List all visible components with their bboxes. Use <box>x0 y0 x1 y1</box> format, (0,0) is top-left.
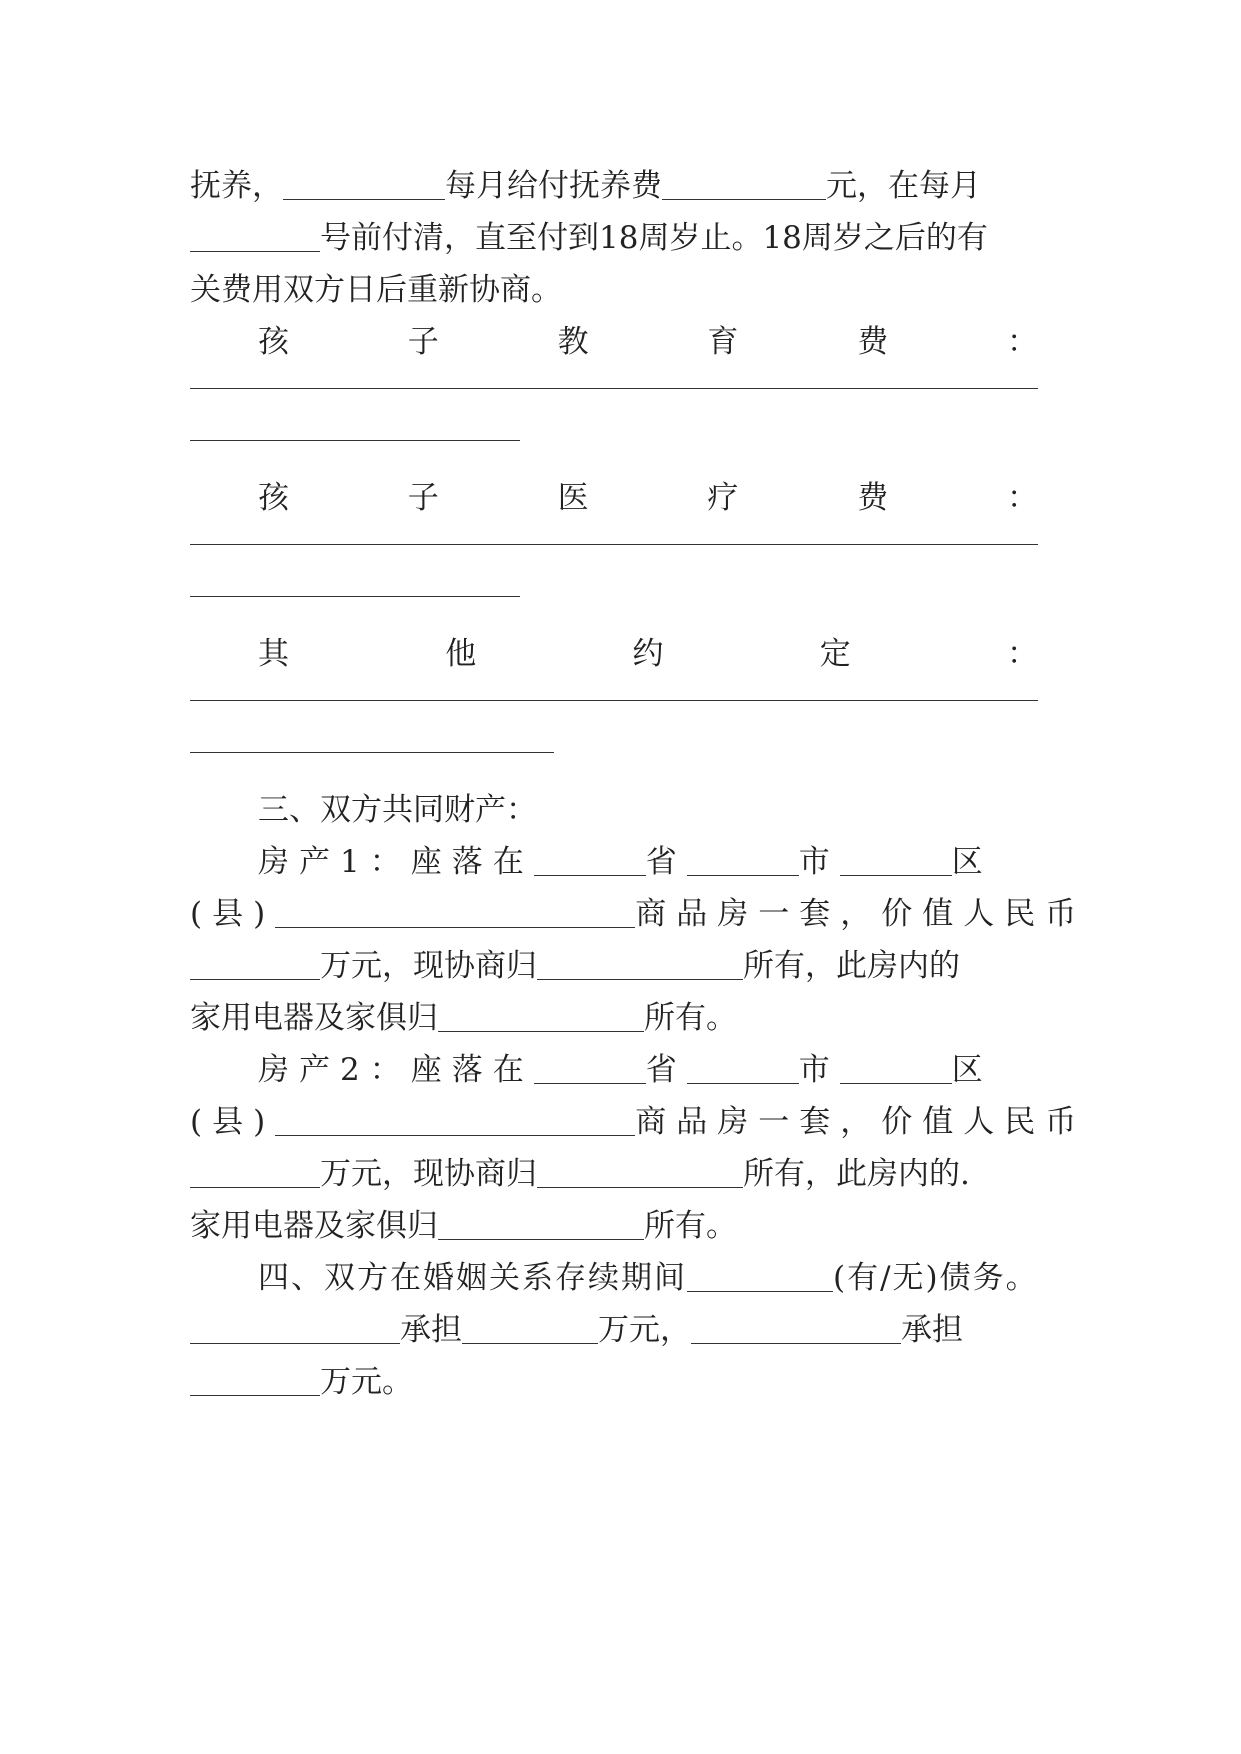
text: 家用电器及家俱归 <box>190 1000 438 1036</box>
char: 孩 <box>258 480 289 516</box>
debt-a-amount-blank[interactable] <box>462 1313 598 1344</box>
char: 费 <box>857 324 889 360</box>
owner-blank[interactable] <box>537 949 743 980</box>
owner-blank[interactable] <box>537 1157 743 1188</box>
amount-blank[interactable] <box>662 169 826 200</box>
value-blank[interactable] <box>190 1157 320 1188</box>
text: 抚养， <box>190 168 283 204</box>
house-1-line-1 <box>258 842 1124 882</box>
medical-fee-label <box>258 478 1038 518</box>
section-4-line-2 <box>190 1310 1056 1350</box>
appliance-owner-blank[interactable] <box>438 1001 644 1032</box>
text: (县) <box>190 896 276 932</box>
text: 所有。 <box>644 1000 737 1036</box>
text: 区 <box>951 1052 993 1088</box>
province-blank[interactable] <box>534 845 646 876</box>
house-2-line-4 <box>190 1206 1056 1246</box>
debtor-b-blank[interactable] <box>691 1313 901 1344</box>
text: 承担 <box>400 1312 462 1348</box>
county-address-blank[interactable] <box>275 897 635 928</box>
debt-yes-no-blank[interactable] <box>687 1261 833 1292</box>
medical-fee-blank-2[interactable] <box>190 596 520 597</box>
char: ： <box>1006 324 1038 360</box>
text: 房产2：座落在 <box>258 1052 534 1088</box>
appliance-owner-blank[interactable] <box>438 1209 644 1240</box>
text: 家用电器及家俱归 <box>190 1208 438 1244</box>
text: 三、双方共同财产： <box>258 792 537 828</box>
text: 商品房一套，价值人民币 <box>635 1104 1087 1140</box>
house-2-line-1 <box>258 1050 1124 1090</box>
child-support-line-3 <box>190 270 1056 310</box>
section-4-line-1 <box>258 1258 1124 1298</box>
payer-blank[interactable] <box>283 169 445 200</box>
text: 区 <box>951 844 993 880</box>
char: 育 <box>707 324 739 360</box>
value-blank[interactable] <box>190 949 320 980</box>
text: 元，在每月 <box>826 168 981 204</box>
text: 万元， <box>598 1312 691 1348</box>
char: 他 <box>445 636 477 672</box>
text: 所有，此房内的. <box>743 1156 970 1192</box>
char: 教 <box>557 324 589 360</box>
other-agreement-blank-2[interactable] <box>190 752 554 753</box>
char: 子 <box>407 480 439 516</box>
char: 定 <box>819 636 851 672</box>
text: (县) <box>190 1104 276 1140</box>
char: ： <box>1006 480 1038 516</box>
char: ： <box>1007 636 1038 672</box>
char: 其 <box>258 636 289 672</box>
day-blank[interactable] <box>190 221 320 252</box>
other-agreement-label <box>258 634 1038 674</box>
char: 疗 <box>707 480 739 516</box>
char: 约 <box>632 636 664 672</box>
section-4-line-3 <box>190 1362 1056 1402</box>
text: 万元，现协商归 <box>320 948 537 984</box>
text: 省 <box>645 844 687 880</box>
text: 每月给付抚养费 <box>445 168 662 204</box>
text: 号前付清，直至付到18周岁止。18周岁之后的有 <box>320 220 988 256</box>
district-blank[interactable] <box>840 1053 952 1084</box>
province-blank[interactable] <box>534 1053 646 1084</box>
city-blank[interactable] <box>687 1053 799 1084</box>
education-fee-blank-2[interactable] <box>190 440 520 441</box>
education-fee-blank-1[interactable] <box>190 388 1038 389</box>
text: 万元，现协商归 <box>320 1156 537 1192</box>
county-address-blank[interactable] <box>275 1105 635 1136</box>
house-1-line-3 <box>190 946 1056 986</box>
debtor-a-blank[interactable] <box>190 1313 400 1344</box>
char: 医 <box>557 480 589 516</box>
house-1-line-4 <box>190 998 1056 1038</box>
text: (有/无)债务。 <box>833 1260 1039 1296</box>
district-blank[interactable] <box>840 845 952 876</box>
text: 房产1：座落在 <box>258 844 534 880</box>
debt-b-amount-blank[interactable] <box>190 1365 320 1396</box>
child-support-line-1 <box>190 166 1056 206</box>
text: 四、双方在婚姻关系存续期间 <box>258 1260 687 1296</box>
text: 所有。 <box>644 1208 737 1244</box>
child-support-line-2 <box>190 218 1056 258</box>
text: 商品房一套，价值人民币 <box>635 896 1087 932</box>
char: 费 <box>857 480 889 516</box>
text: 所有，此房内的 <box>743 948 960 984</box>
text: 市 <box>798 1052 840 1088</box>
char: 子 <box>407 324 439 360</box>
medical-fee-blank-1[interactable] <box>190 544 1038 545</box>
section-3-title <box>258 790 1124 830</box>
house-1-line-2 <box>190 894 1087 934</box>
text: 省 <box>645 1052 687 1088</box>
text: 关费用双方日后重新协商。 <box>190 272 562 308</box>
text: 万元。 <box>320 1364 413 1400</box>
text: 市 <box>798 844 840 880</box>
house-2-line-2 <box>190 1102 1087 1142</box>
city-blank[interactable] <box>687 845 799 876</box>
char: 孩 <box>258 324 289 360</box>
text: 承担 <box>901 1312 963 1348</box>
education-fee-label <box>258 322 1038 362</box>
other-agreement-blank-1[interactable] <box>190 700 1038 701</box>
house-2-line-3 <box>190 1154 1056 1194</box>
